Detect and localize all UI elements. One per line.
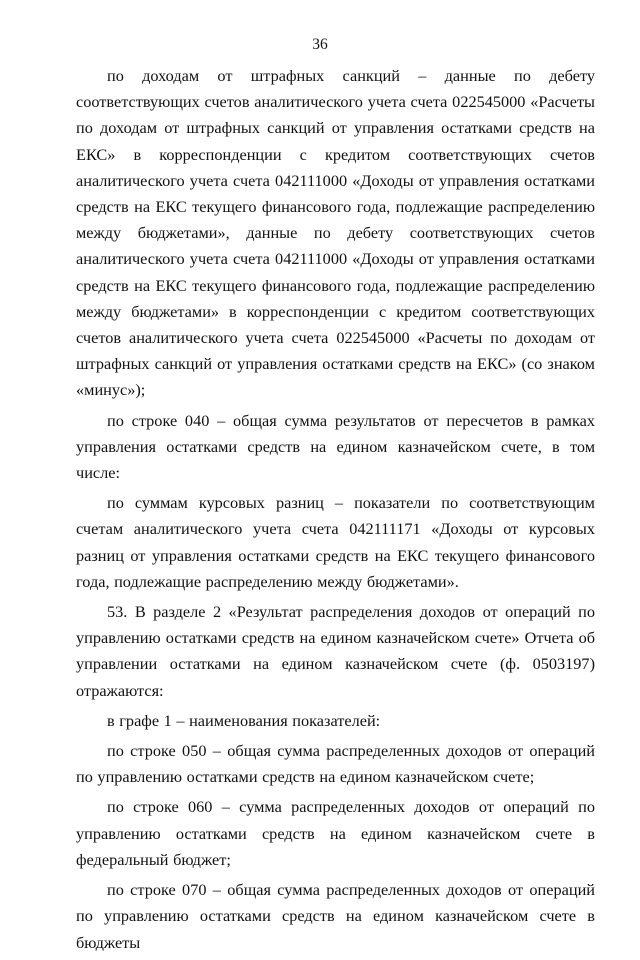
paragraph-line-050: по строке 050 – общая сумма распределенных доходов от операций по управлению остатками средств на едином казначейском счете; (76, 741, 595, 787)
paragraph-line-040: по строке 040 – общая сумма результатов от пересчетов в рамках управления остатками средств на едином казначейском счете, в том числе: (76, 410, 595, 483)
page-number: 36 (312, 36, 328, 53)
paragraph-section-53: 53. В разделе 2 «Результат распределения доходов от операций по управлению остатками средств на едином казначейском счете» Отчета об управлении остатками на едином казначейском счете (ф. 0503197) отражаются: (76, 602, 595, 700)
document-body (76, 63, 595, 960)
paragraph-line-070: по строке 070 – общая сумма распределенных доходов от операций по управлению остатками средств на едином казначейском счете в бюджеты (76, 880, 595, 952)
paragraph-column-1: в графе 1 – наименования показателей: (107, 710, 381, 730)
paragraph-penalty-income: по доходам от штрафных санкций – данные по дебету соответствующих счетов аналитического учета счета 022545000 «Расчеты по доходам от штрафных санкций от управления остатками средств на ЕКС» в корреспонденции с кредитом соответствующих счетов аналитического учета счета 042111000 «Доходы от управления остатками средств на ЕКС текущего финансового года, подлежащие распределению между бюджетами», данные по дебету соответствующих счетов аналитического учета счета 042111000 «Доходы от управления остатками средств на ЕКС текущего финансового года, подлежащие распределению между бюджетами» в корреспонденции с кредитом соответствующих счетов аналитического учета счета 022545000 «Расчеты по доходам от штрафных санкций от управления остатками средств на ЕКС» (со знаком «минус»); (76, 66, 595, 400)
paragraph-line-060: по строке 060 – сумма распределенных доходов от операций по управлению остатками средств на едином казначейском счете в федеральный бюджет; (76, 797, 595, 869)
paragraph-exchange-differences: по суммам курсовых разниц – показатели по соответствующим счетам аналитического учета счета 042111171 «Доходы от курсовых разниц от управления остатками средств на ЕКС текущего финансового года, подлежащие распределению между бюджетами». (76, 493, 595, 591)
